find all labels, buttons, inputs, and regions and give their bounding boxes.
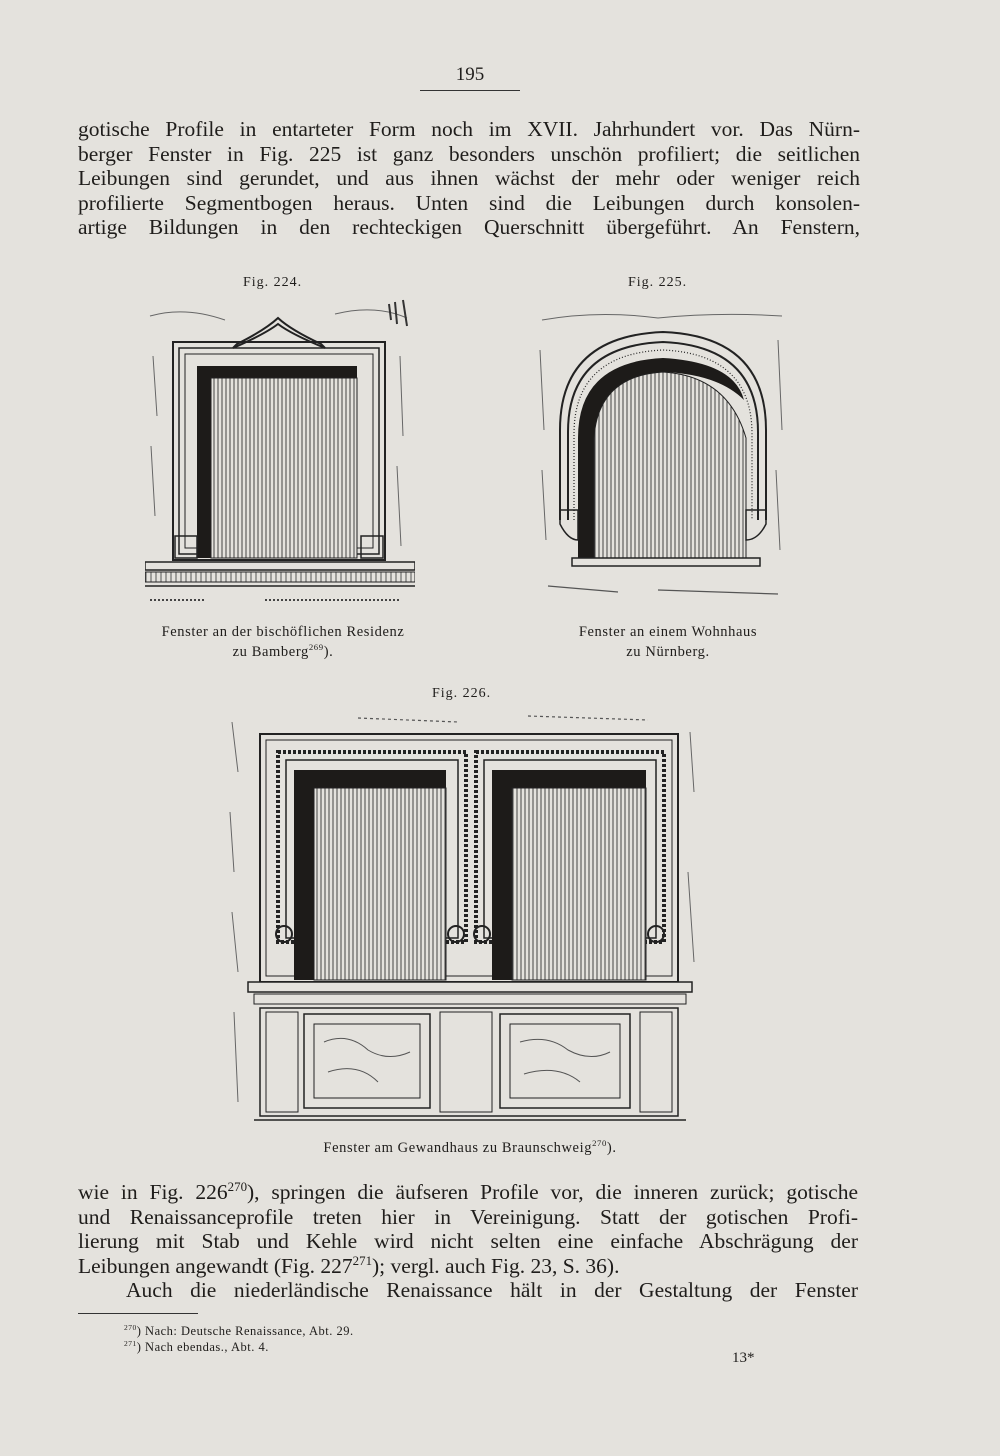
footnote-text: ) Nach ebendas., Abt. 4. <box>136 1340 269 1354</box>
page-number: 195 <box>455 64 485 85</box>
footnote-ref: 271 <box>352 1253 373 1268</box>
fig225-label: Fig. 225. <box>628 275 688 290</box>
text-line: Leibungen sind gerundet, und aus ihnen wächst der mehr oder weniger reich <box>78 166 860 190</box>
footnote <box>124 1340 269 1355</box>
fig226-label: Fig. 226. <box>432 686 492 701</box>
text-line: gotische Profile in entarteter Form noch im XVII. Jahrhundert vor. Das Nürn- <box>78 117 860 141</box>
footnote-mark: 271 <box>124 1338 137 1348</box>
text-segment: Leibungen angewandt (Fig. 227 <box>78 1253 353 1278</box>
fig224-caption-place: zu Bamberg <box>232 644 309 660</box>
text-segment: ); vergl. auch Fig. 23, S. 36). <box>372 1253 620 1278</box>
footnote-ref: 269 <box>308 642 324 653</box>
footnote <box>124 1324 354 1339</box>
footnote-ref: 270 <box>592 1138 607 1149</box>
paragraph-bottom <box>78 1180 858 1303</box>
text-line: profilierte Segmentbogen heraus. Unten sind die Leibungen durch konsolen- <box>78 190 860 215</box>
text-segment: wie in Fig. 226 <box>78 1180 228 1204</box>
signature-mark: 13* <box>732 1350 755 1366</box>
footnote-ref: 270 <box>227 1179 248 1194</box>
fig226-caption-close: ). <box>606 1140 617 1156</box>
footnote-rule <box>78 1313 198 1314</box>
fig224-caption-line2 <box>118 642 448 662</box>
footnote-text: ) Nach: Deutsche Renaissance, Abt. 29. <box>136 1324 354 1338</box>
text-line: und Renaissanceprofile treten hier in Vereinigung. Statt der gotischen Profi- <box>78 1204 858 1229</box>
footnote-mark: 270 <box>124 1322 137 1332</box>
fig224-caption-line1: Fenster an der bischöflichen Residenz <box>161 624 405 640</box>
fig225-caption-line2: zu Nürnberg. <box>626 644 710 660</box>
text-line: lierung mit Stab und Kehle wird nicht selten eine einfache Abschrägung der <box>78 1229 858 1253</box>
fig224-caption-close: ). <box>323 644 334 660</box>
fig224-label: Fig. 224. <box>243 275 303 290</box>
fig225-caption <box>548 622 788 662</box>
text-line: Auch die niederländische Renaissance hält in der Gestaltung der Fenster <box>126 1278 858 1302</box>
fig226-caption-text: Fenster am Gewandhaus zu Braunschweig <box>323 1140 593 1156</box>
paragraph-top <box>78 117 860 240</box>
text-line: berger Fenster in Fig. 225 ist ganz besonders unschön profiliert; die seitlichen <box>78 141 860 166</box>
fig225-caption-line1: Fenster an einem Wohnhaus <box>578 624 758 640</box>
fig226-caption <box>240 1138 700 1158</box>
text-line: artige Bildungen in den rechteckigen Querschnitt übergeführt. An Fenstern, <box>78 215 860 239</box>
fig224-caption <box>118 622 448 662</box>
fig224-window-illustration <box>145 296 415 606</box>
fig226-double-window-illustration <box>228 712 700 1128</box>
header-rule <box>420 90 520 91</box>
text-line <box>78 1180 858 1205</box>
text-line <box>78 1254 858 1279</box>
text-segment: ), springen die äufseren Profile vor, die inneren zurück; gotische <box>247 1180 858 1204</box>
fig225-window-illustration <box>538 310 788 600</box>
